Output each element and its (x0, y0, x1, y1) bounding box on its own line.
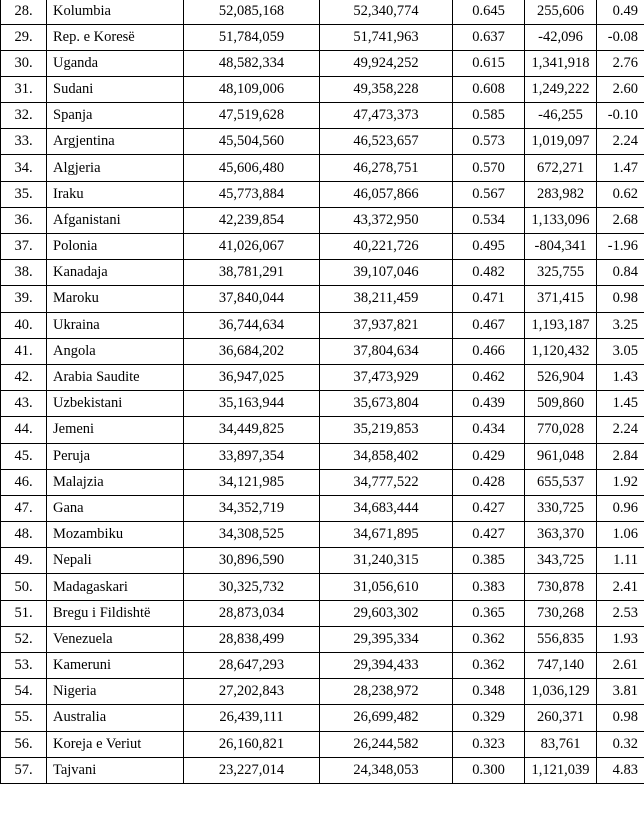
country-cell: Maroku (47, 286, 184, 312)
share-cell: 0.434 (453, 417, 525, 443)
population-b-cell: 46,057,866 (320, 181, 453, 207)
change-cell: 730,878 (525, 574, 597, 600)
country-cell: Tajvani (47, 757, 184, 783)
share-cell: 0.439 (453, 391, 525, 417)
table-row (1, 50, 644, 76)
table-row (1, 286, 644, 312)
country-cell: Angola (47, 338, 184, 364)
growth-cell: 1.93 (597, 626, 644, 652)
share-cell: 0.534 (453, 207, 525, 233)
share-cell: 0.383 (453, 574, 525, 600)
country-cell: Mozambiku (47, 522, 184, 548)
population-a-cell: 34,449,825 (184, 417, 320, 443)
country-cell: Bregu i Fildishtë (47, 600, 184, 626)
country-cell: Arabia Saudite (47, 364, 184, 390)
growth-cell: 3.25 (597, 312, 644, 338)
country-cell: Uzbekistani (47, 391, 184, 417)
share-cell: 0.471 (453, 286, 525, 312)
share-cell: 0.300 (453, 757, 525, 783)
population-b-cell: 38,211,459 (320, 286, 453, 312)
table-row (1, 312, 644, 338)
population-b-cell: 26,244,582 (320, 731, 453, 757)
country-cell: Algjeria (47, 155, 184, 181)
share-cell: 0.615 (453, 50, 525, 76)
rank-cell: 41. (1, 338, 47, 364)
population-a-cell: 36,744,634 (184, 312, 320, 338)
share-cell: 0.466 (453, 338, 525, 364)
change-cell: 1,121,039 (525, 757, 597, 783)
change-cell: 330,725 (525, 495, 597, 521)
rank-cell: 39. (1, 286, 47, 312)
table-row (1, 600, 644, 626)
population-b-cell: 46,278,751 (320, 155, 453, 181)
growth-cell: 0.32 (597, 731, 644, 757)
country-cell: Australia (47, 705, 184, 731)
population-b-cell: 29,394,433 (320, 653, 453, 679)
share-cell: 0.467 (453, 312, 525, 338)
population-a-cell: 34,121,985 (184, 469, 320, 495)
share-cell: 0.429 (453, 443, 525, 469)
rank-cell: 56. (1, 731, 47, 757)
country-cell: Madagaskari (47, 574, 184, 600)
country-cell: Iraku (47, 181, 184, 207)
table-row (1, 155, 644, 181)
country-cell: Nepali (47, 548, 184, 574)
rank-cell: 54. (1, 679, 47, 705)
country-cell: Argjentina (47, 129, 184, 155)
population-a-cell: 36,684,202 (184, 338, 320, 364)
population-a-cell: 37,840,044 (184, 286, 320, 312)
population-b-cell: 31,240,315 (320, 548, 453, 574)
table-row (1, 443, 644, 469)
population-b-cell: 26,699,482 (320, 705, 453, 731)
change-cell: 747,140 (525, 653, 597, 679)
share-cell: 0.585 (453, 103, 525, 129)
table-body (1, 0, 644, 783)
country-cell: Polonia (47, 234, 184, 260)
population-b-cell: 34,858,402 (320, 443, 453, 469)
country-cell: Gana (47, 495, 184, 521)
population-a-cell: 51,784,059 (184, 24, 320, 50)
share-cell: 0.608 (453, 76, 525, 102)
country-cell: Sudani (47, 76, 184, 102)
growth-cell: 0.96 (597, 495, 644, 521)
change-cell: 1,193,187 (525, 312, 597, 338)
rank-cell: 46. (1, 469, 47, 495)
table-row (1, 181, 644, 207)
table-row (1, 24, 644, 50)
table-row (1, 653, 644, 679)
share-cell: 0.645 (453, 0, 525, 24)
country-cell: Afganistani (47, 207, 184, 233)
change-cell: 770,028 (525, 417, 597, 443)
population-b-cell: 49,358,228 (320, 76, 453, 102)
growth-cell: 3.81 (597, 679, 644, 705)
growth-cell: 3.05 (597, 338, 644, 364)
rank-cell: 53. (1, 653, 47, 679)
rank-cell: 34. (1, 155, 47, 181)
population-a-cell: 28,838,499 (184, 626, 320, 652)
table-row (1, 705, 644, 731)
table-row (1, 679, 644, 705)
country-cell: Spanja (47, 103, 184, 129)
rank-cell: 35. (1, 181, 47, 207)
change-cell: -42,096 (525, 24, 597, 50)
growth-cell: 0.84 (597, 260, 644, 286)
country-cell: Venezuela (47, 626, 184, 652)
population-b-cell: 39,107,046 (320, 260, 453, 286)
population-b-cell: 46,523,657 (320, 129, 453, 155)
share-cell: 0.323 (453, 731, 525, 757)
rank-cell: 48. (1, 522, 47, 548)
change-cell: 1,120,432 (525, 338, 597, 364)
country-cell: Uganda (47, 50, 184, 76)
population-a-cell: 23,227,014 (184, 757, 320, 783)
population-b-cell: 49,924,252 (320, 50, 453, 76)
country-cell: Kameruni (47, 653, 184, 679)
growth-cell: -1.96 (597, 234, 644, 260)
population-a-cell: 48,582,334 (184, 50, 320, 76)
population-a-cell: 26,160,821 (184, 731, 320, 757)
share-cell: 0.427 (453, 522, 525, 548)
share-cell: 0.462 (453, 364, 525, 390)
rank-cell: 50. (1, 574, 47, 600)
change-cell: 655,537 (525, 469, 597, 495)
share-cell: 0.365 (453, 600, 525, 626)
change-cell: 325,755 (525, 260, 597, 286)
table-row (1, 0, 644, 24)
share-cell: 0.482 (453, 260, 525, 286)
change-cell: 371,415 (525, 286, 597, 312)
growth-cell: 1.11 (597, 548, 644, 574)
change-cell: 343,725 (525, 548, 597, 574)
country-cell: Kolumbia (47, 0, 184, 24)
change-cell: 526,904 (525, 364, 597, 390)
population-b-cell: 34,671,895 (320, 522, 453, 548)
share-cell: 0.427 (453, 495, 525, 521)
country-cell: Nigeria (47, 679, 184, 705)
change-cell: -804,341 (525, 234, 597, 260)
population-b-cell: 35,673,804 (320, 391, 453, 417)
change-cell: 363,370 (525, 522, 597, 548)
growth-cell: 1.92 (597, 469, 644, 495)
table-row (1, 495, 644, 521)
growth-cell: 1.06 (597, 522, 644, 548)
table-row (1, 469, 644, 495)
change-cell: 1,249,222 (525, 76, 597, 102)
table-row (1, 103, 644, 129)
growth-cell: 2.53 (597, 600, 644, 626)
population-b-cell: 29,395,334 (320, 626, 453, 652)
population-a-cell: 52,085,168 (184, 0, 320, 24)
rank-cell: 47. (1, 495, 47, 521)
change-cell: 255,606 (525, 0, 597, 24)
population-b-cell: 34,777,522 (320, 469, 453, 495)
rank-cell: 29. (1, 24, 47, 50)
table-row (1, 417, 644, 443)
rank-cell: 30. (1, 50, 47, 76)
growth-cell: 2.24 (597, 417, 644, 443)
population-a-cell: 34,308,525 (184, 522, 320, 548)
share-cell: 0.362 (453, 653, 525, 679)
population-b-cell: 43,372,950 (320, 207, 453, 233)
share-cell: 0.428 (453, 469, 525, 495)
population-a-cell: 28,873,034 (184, 600, 320, 626)
population-b-cell: 37,473,929 (320, 364, 453, 390)
growth-cell: 1.45 (597, 391, 644, 417)
population-a-cell: 47,519,628 (184, 103, 320, 129)
share-cell: 0.567 (453, 181, 525, 207)
table-row (1, 234, 644, 260)
rank-cell: 52. (1, 626, 47, 652)
change-cell: 672,271 (525, 155, 597, 181)
population-b-cell: 52,340,774 (320, 0, 453, 24)
change-cell: 1,036,129 (525, 679, 597, 705)
growth-cell: 4.83 (597, 757, 644, 783)
change-cell: 1,133,096 (525, 207, 597, 233)
population-a-cell: 45,504,560 (184, 129, 320, 155)
change-cell: 556,835 (525, 626, 597, 652)
share-cell: 0.573 (453, 129, 525, 155)
rank-cell: 31. (1, 76, 47, 102)
population-a-cell: 45,606,480 (184, 155, 320, 181)
change-cell: 83,761 (525, 731, 597, 757)
population-a-cell: 42,239,854 (184, 207, 320, 233)
growth-cell: 2.76 (597, 50, 644, 76)
country-cell: Rep. e Koresë (47, 24, 184, 50)
rank-cell: 36. (1, 207, 47, 233)
rank-cell: 44. (1, 417, 47, 443)
rank-cell: 37. (1, 234, 47, 260)
population-a-cell: 41,026,067 (184, 234, 320, 260)
rank-cell: 42. (1, 364, 47, 390)
population-b-cell: 37,804,634 (320, 338, 453, 364)
country-cell: Jemeni (47, 417, 184, 443)
population-b-cell: 24,348,053 (320, 757, 453, 783)
population-a-cell: 30,896,590 (184, 548, 320, 574)
population-a-cell: 38,781,291 (184, 260, 320, 286)
growth-cell: 0.49 (597, 0, 644, 24)
table-row (1, 207, 644, 233)
share-cell: 0.348 (453, 679, 525, 705)
growth-cell: 2.24 (597, 129, 644, 155)
population-a-cell: 28,647,293 (184, 653, 320, 679)
country-cell: Peruja (47, 443, 184, 469)
population-b-cell: 40,221,726 (320, 234, 453, 260)
population-b-cell: 47,473,373 (320, 103, 453, 129)
growth-cell: -0.08 (597, 24, 644, 50)
change-cell: 1,341,918 (525, 50, 597, 76)
population-b-cell: 37,937,821 (320, 312, 453, 338)
growth-cell: 2.60 (597, 76, 644, 102)
rank-cell: 51. (1, 600, 47, 626)
table-row (1, 731, 644, 757)
country-cell: Koreja e Veriut (47, 731, 184, 757)
country-cell: Ukraina (47, 312, 184, 338)
rank-cell: 43. (1, 391, 47, 417)
rank-cell: 32. (1, 103, 47, 129)
table-row (1, 548, 644, 574)
share-cell: 0.362 (453, 626, 525, 652)
share-cell: 0.329 (453, 705, 525, 731)
change-cell: 283,982 (525, 181, 597, 207)
table-row (1, 338, 644, 364)
growth-cell: 2.68 (597, 207, 644, 233)
population-b-cell: 31,056,610 (320, 574, 453, 600)
population-a-cell: 27,202,843 (184, 679, 320, 705)
change-cell: -46,255 (525, 103, 597, 129)
population-a-cell: 48,109,006 (184, 76, 320, 102)
change-cell: 961,048 (525, 443, 597, 469)
population-b-cell: 51,741,963 (320, 24, 453, 50)
rank-cell: 45. (1, 443, 47, 469)
table-row (1, 522, 644, 548)
growth-cell: 0.98 (597, 705, 644, 731)
table-row (1, 260, 644, 286)
population-b-cell: 29,603,302 (320, 600, 453, 626)
table-row (1, 76, 644, 102)
change-cell: 730,268 (525, 600, 597, 626)
population-a-cell: 45,773,884 (184, 181, 320, 207)
table-row (1, 574, 644, 600)
growth-cell: 2.41 (597, 574, 644, 600)
share-cell: 0.637 (453, 24, 525, 50)
country-cell: Malajzia (47, 469, 184, 495)
growth-cell: 1.43 (597, 364, 644, 390)
growth-cell: 2.61 (597, 653, 644, 679)
rank-cell: 40. (1, 312, 47, 338)
rank-cell: 49. (1, 548, 47, 574)
share-cell: 0.385 (453, 548, 525, 574)
change-cell: 1,019,097 (525, 129, 597, 155)
population-b-cell: 35,219,853 (320, 417, 453, 443)
growth-cell: 0.62 (597, 181, 644, 207)
population-a-cell: 33,897,354 (184, 443, 320, 469)
population-a-cell: 26,439,111 (184, 705, 320, 731)
population-a-cell: 30,325,732 (184, 574, 320, 600)
growth-cell: 1.47 (597, 155, 644, 181)
growth-cell: 2.84 (597, 443, 644, 469)
change-cell: 260,371 (525, 705, 597, 731)
rank-cell: 38. (1, 260, 47, 286)
share-cell: 0.570 (453, 155, 525, 181)
share-cell: 0.495 (453, 234, 525, 260)
table-row (1, 391, 644, 417)
rank-cell: 57. (1, 757, 47, 783)
table-row (1, 626, 644, 652)
population-a-cell: 35,163,944 (184, 391, 320, 417)
table-row (1, 757, 644, 783)
rank-cell: 28. (1, 0, 47, 24)
country-cell: Kanadaja (47, 260, 184, 286)
table-row (1, 129, 644, 155)
change-cell: 509,860 (525, 391, 597, 417)
population-a-cell: 36,947,025 (184, 364, 320, 390)
rank-cell: 55. (1, 705, 47, 731)
growth-cell: -0.10 (597, 103, 644, 129)
table-row (1, 364, 644, 390)
growth-cell: 0.98 (597, 286, 644, 312)
rank-cell: 33. (1, 129, 47, 155)
population-b-cell: 28,238,972 (320, 679, 453, 705)
population-a-cell: 34,352,719 (184, 495, 320, 521)
population-b-cell: 34,683,444 (320, 495, 453, 521)
